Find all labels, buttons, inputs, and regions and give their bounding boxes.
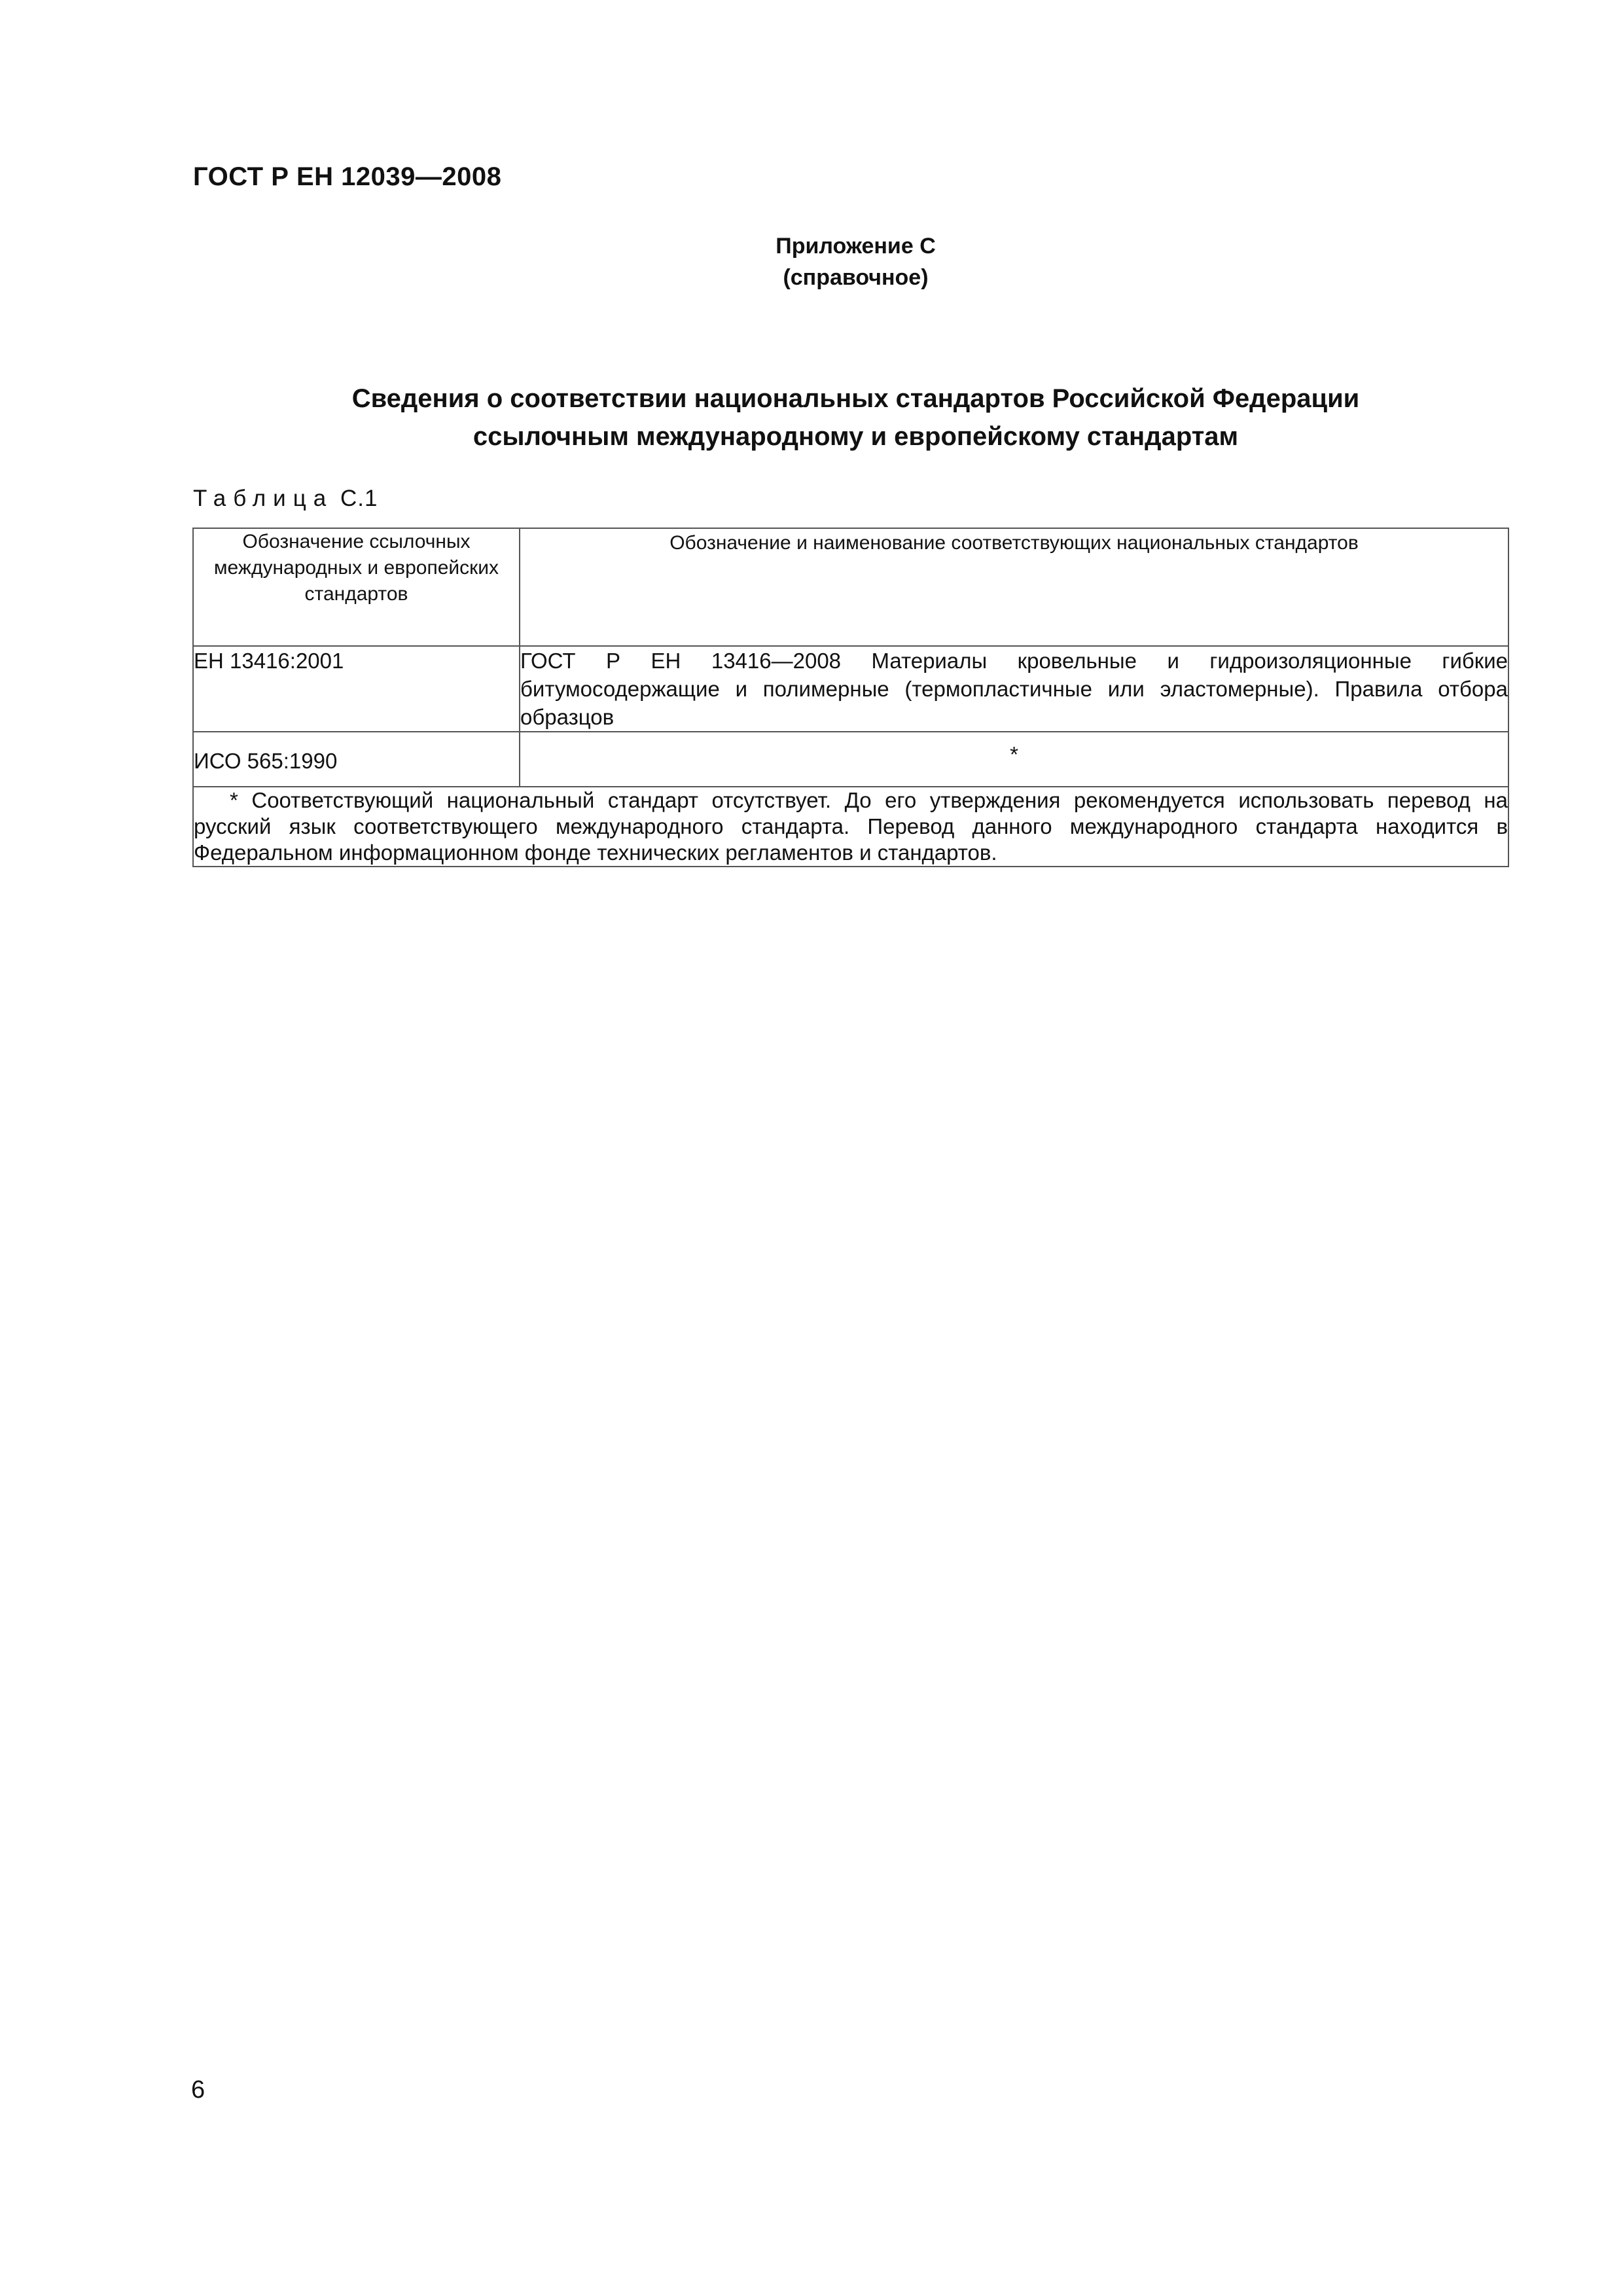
national-standard-cell: *: [520, 732, 1508, 787]
annex-title: [0, 380, 1623, 456]
table-footnote: * Соответствующий национальный стандарт отсутствует. До его утверждения рекомендуется использовать перевод на русский язык соответствующего международного стандарта. Перевод данного международного стандарта находится в Федеральном информационном фонде технических регламентов и стандартов.: [193, 787, 1508, 867]
table-row: [193, 732, 1508, 787]
table-label: [193, 486, 378, 512]
annex-label: Приложение С: [776, 234, 936, 259]
reference-standard-cell: ИСО 565:1990: [193, 732, 520, 787]
table-footnote-row: [193, 787, 1508, 867]
table-header-row: [193, 528, 1508, 646]
document-code: ГОСТ Р ЕН 12039—2008: [193, 162, 502, 191]
header-national-standards: Обозначение и наименование соответствующих национальных стандартов: [520, 528, 1508, 646]
annex-type: (справочное): [783, 265, 929, 290]
table-label-word: Таблица: [193, 486, 334, 511]
correspondence-table: [192, 528, 1509, 867]
table-label-number: С.1: [340, 486, 378, 511]
reference-standard-cell: ЕН 13416:2001: [193, 646, 520, 732]
table-row: [193, 646, 1508, 732]
annex-title-line-2: ссылочным международному и европейскому стандартам: [473, 422, 1239, 451]
page-number: 6: [191, 2076, 205, 2104]
national-standard-cell: ГОСТ Р ЕН 13416—2008 Материалы кровельные и гидроизоляционные гибкие битумосодержащие и полимерные (термопластичные или эластомерные). Правила отбора образцов: [520, 646, 1508, 732]
annex-heading: [0, 230, 1623, 293]
header-reference-standards: Обозначение ссылочных международных и европейских стандартов: [193, 528, 520, 646]
annex-title-line-1: Сведения о соответствии национальных стандартов Российской Федерации: [351, 384, 1360, 413]
